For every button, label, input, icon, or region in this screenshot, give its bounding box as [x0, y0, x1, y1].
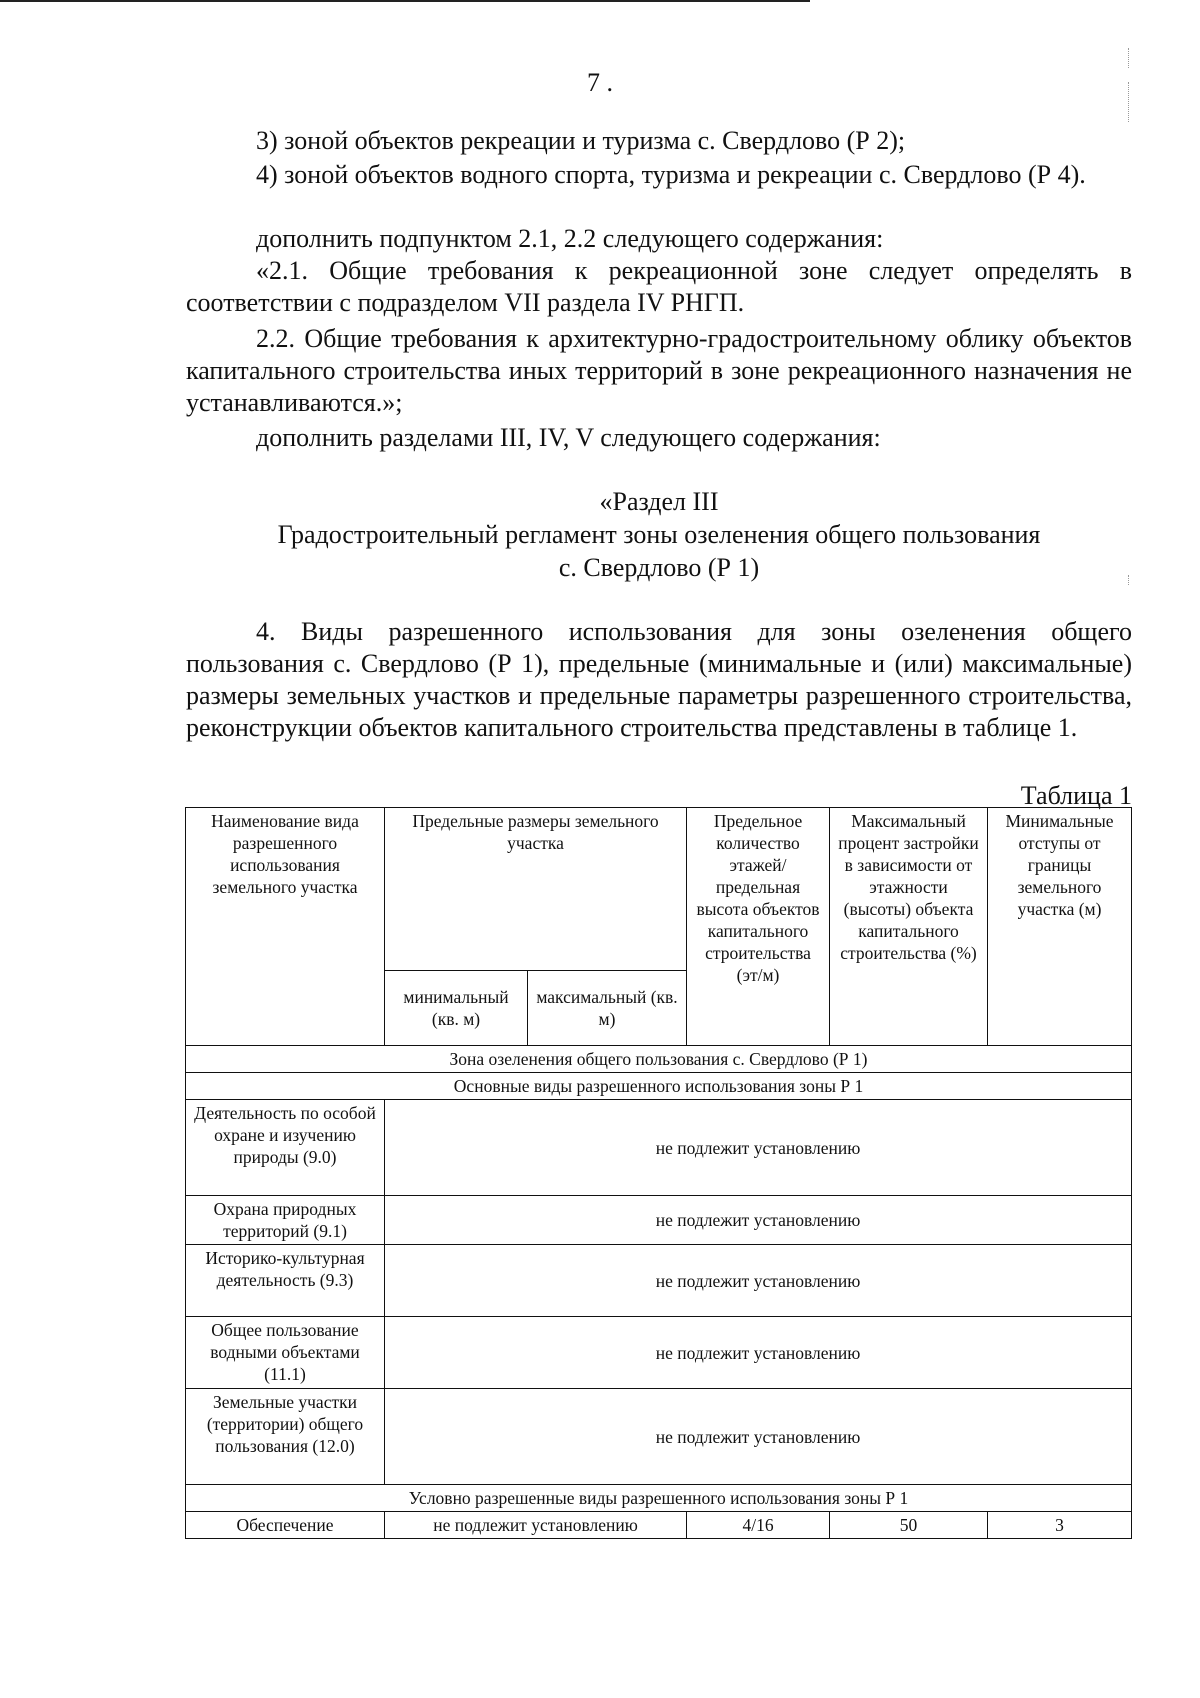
use-name: Охрана природных территорий (9.1): [186, 1196, 385, 1245]
use-setback: 3: [988, 1512, 1132, 1539]
header-plot-size: Предельные размеры земельного участка: [385, 808, 687, 971]
page-number: 7 .: [587, 68, 613, 97]
use-name: Общее пользование водными объектами (11.1): [186, 1317, 385, 1389]
conditional-uses-title: Условно разрешенные виды разрешенного использования зоны Р 1: [186, 1485, 1132, 1512]
header-max-size: максимальный (кв. м): [528, 971, 687, 1046]
table-row: [186, 1389, 1132, 1485]
use-floors: 4/16: [687, 1512, 830, 1539]
header-use-type: Наименование вида разрешенного использования земельного участка: [186, 808, 385, 1046]
use-value: не подлежит установлению: [385, 1317, 1132, 1389]
paragraph-subclause-2-1: «2.1. Общие требования к рекреационной зоне следует определять в соответствии с подразделом VII раздела IV РНГП.: [186, 256, 1132, 317]
zone-title: Зона озеленения общего пользования с. Свердлово (Р 1): [186, 1046, 1132, 1073]
zone-title-row: [186, 1046, 1132, 1073]
use-value: не подлежит установлению: [385, 1196, 1132, 1245]
paragraph-subclause-2-2: 2.2. Общие требования к архитектурно-градостроительному облику объектов капитального строительства иных территорий в зоне рекреационного назначения не устанавливаются.»;: [186, 324, 1132, 417]
use-name: Деятельность по особой охране и изучению природы (9.0): [186, 1100, 385, 1196]
use-name: Обеспечение: [186, 1512, 385, 1539]
table-header-row: [186, 808, 1132, 971]
use-name: Земельные участки (территории) общего пользования (12.0): [186, 1389, 385, 1485]
use-value: не подлежит установлению: [385, 1100, 1132, 1196]
header-setbacks: Минимальные отступы от границы земельного участка (м): [988, 808, 1132, 1046]
section-title-line1: Градостроительный регламент зоны озеленения общего пользования: [277, 520, 1041, 549]
section-label: «Раздел III: [599, 487, 719, 516]
scan-artifact: [1128, 48, 1130, 68]
table-row: [186, 1512, 1132, 1539]
section-title-line2: с. Свердлово (Р 1): [558, 553, 760, 582]
header-min-size: минимальный (кв. м): [385, 971, 528, 1046]
table-row: [186, 1317, 1132, 1389]
main-uses-title: Основные виды разрешенного использования зоны Р 1: [186, 1073, 1132, 1100]
table-row: [186, 1245, 1132, 1317]
paragraph-amend-sections: дополнить разделами III, IV, V следующего содержания:: [256, 423, 881, 452]
use-value: не подлежит установлению: [385, 1245, 1132, 1317]
intro-paragraph: 4. Виды разрешенного использования для зоны озеленения общего пользования с. Свердлово (Р 1), предельные (минимальные и (или) максимальные) размеры земельных участков и предельные параметры разрешенного строительства, реконструкции объектов капитального строительства представлены в таблице 1.: [186, 617, 1132, 742]
scan-top-line: [0, 0, 810, 2]
table-caption: Таблица 1: [1020, 781, 1132, 810]
regulation-table: [185, 807, 1132, 1539]
paragraph-item-3: 3) зоной объектов рекреации и туризма с. Свердлово (Р 2);: [256, 126, 906, 155]
paragraph-item-4: 4) зоной объектов водного спорта, туризма и рекреации с. Свердлово (Р 4).: [256, 160, 1086, 189]
header-coverage: Максимальный процент застройки в зависимости от этажности (высоты) объекта капитального строительства (%): [830, 808, 988, 1046]
use-value: не подлежит установлению: [385, 1389, 1132, 1485]
paragraph-amend-subclauses: дополнить подпунктом 2.1, 2.2 следующего содержания:: [256, 224, 884, 253]
table-row: [186, 1196, 1132, 1245]
main-uses-title-row: [186, 1073, 1132, 1100]
use-name: Историко-культурная деятельность (9.3): [186, 1245, 385, 1317]
conditional-uses-title-row: [186, 1485, 1132, 1512]
use-coverage: 50: [830, 1512, 988, 1539]
use-size: не подлежит установлению: [385, 1512, 687, 1539]
header-floors: Предельное количество этажей/ предельная высота объектов капитального строительства (эт/м): [687, 808, 830, 1046]
table-row: [186, 1100, 1132, 1196]
